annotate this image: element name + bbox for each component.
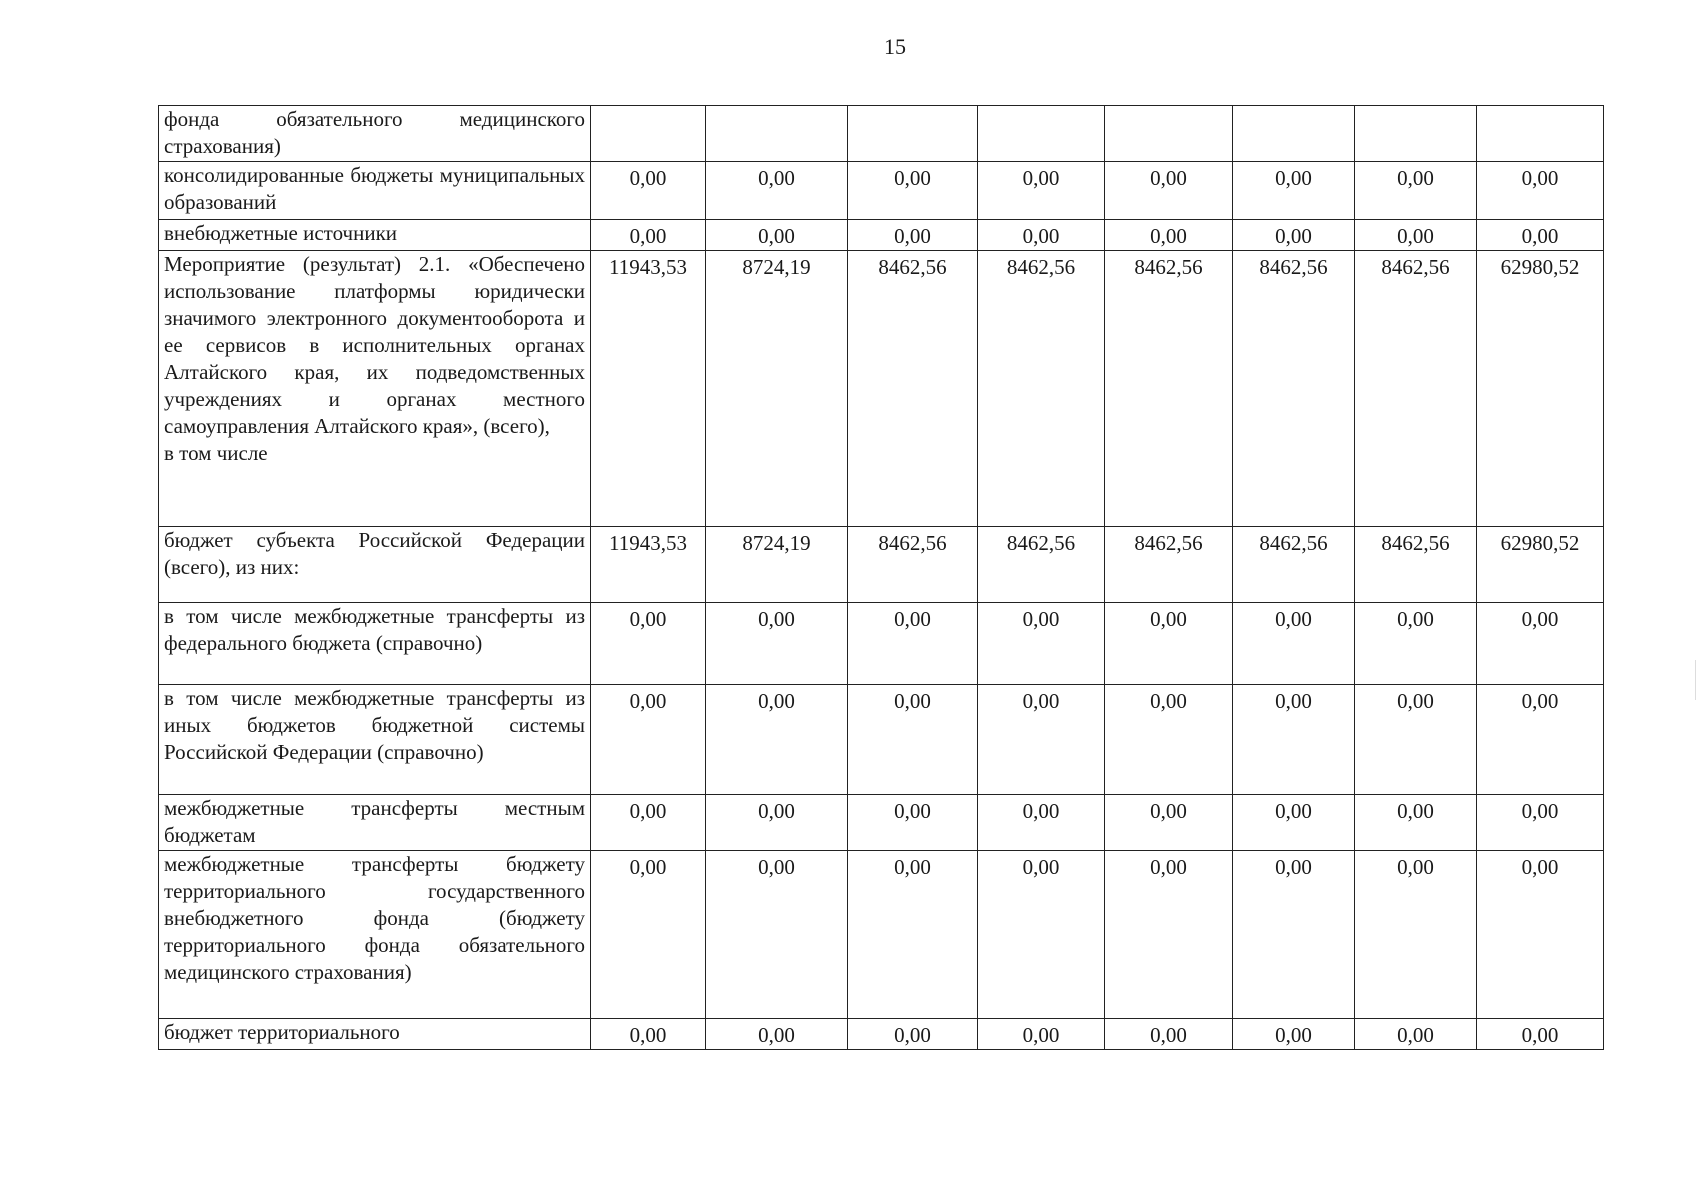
value-cell: 0,00: [1233, 851, 1355, 1019]
row-label: межбюджетные трансферты местным бюджетам: [159, 795, 591, 851]
value-cell: 0,00: [1355, 795, 1477, 851]
value-cell: [848, 106, 978, 162]
table-row: [159, 162, 1604, 220]
value-cell: 62980,52: [1477, 527, 1604, 603]
value-cell: 0,00: [591, 162, 706, 220]
value-cell: [706, 106, 848, 162]
value-cell: [591, 106, 706, 162]
table-row: [159, 106, 1604, 162]
value-cell: 0,00: [1355, 685, 1477, 795]
value-cell: 8724,19: [706, 527, 848, 603]
row-label: консолидированные бюджеты муниципальных образований: [159, 162, 591, 220]
value-cell: 0,00: [1355, 162, 1477, 220]
value-cell: 0,00: [1105, 603, 1233, 685]
value-cell: 0,00: [591, 685, 706, 795]
row-label: межбюджетные трансферты бюджету территориального государственного внебюджетного фонда (бюджету территориального фонда обязательного медицинского страхования): [159, 851, 591, 1019]
value-cell: 0,00: [978, 603, 1105, 685]
value-cell: 8462,56: [1355, 527, 1477, 603]
value-cell: 0,00: [848, 162, 978, 220]
value-cell: 0,00: [706, 851, 848, 1019]
value-cell: 0,00: [1233, 685, 1355, 795]
value-cell: 0,00: [978, 162, 1105, 220]
row-label: внебюджетные источники: [159, 220, 591, 251]
value-cell: [1355, 106, 1477, 162]
value-cell: 0,00: [1477, 851, 1604, 1019]
value-cell: [1477, 106, 1604, 162]
value-cell: 0,00: [1477, 795, 1604, 851]
row-label: бюджет территориального: [159, 1019, 591, 1050]
value-cell: 0,00: [1105, 795, 1233, 851]
value-cell: 0,00: [848, 795, 978, 851]
value-cell: 62980,52: [1477, 251, 1604, 527]
value-cell: 0,00: [706, 162, 848, 220]
value-cell: 0,00: [591, 220, 706, 251]
value-cell: 8462,56: [1105, 251, 1233, 527]
value-cell: 0,00: [1105, 1019, 1233, 1050]
value-cell: 11943,53: [591, 251, 706, 527]
value-cell: 0,00: [706, 220, 848, 251]
value-cell: 8462,56: [1355, 251, 1477, 527]
value-cell: 8462,56: [848, 527, 978, 603]
table-row: [159, 251, 1604, 527]
value-cell: 8462,56: [978, 251, 1105, 527]
value-cell: [1233, 106, 1355, 162]
value-cell: 0,00: [1233, 162, 1355, 220]
value-cell: 0,00: [978, 795, 1105, 851]
value-cell: 0,00: [978, 851, 1105, 1019]
value-cell: 0,00: [591, 795, 706, 851]
row-label: в том числе межбюджетные трансферты из иных бюджетов бюджетной системы Российской Федерации (справочно): [159, 685, 591, 795]
value-cell: 8462,56: [1233, 527, 1355, 603]
value-cell: 0,00: [848, 685, 978, 795]
table-row: [159, 603, 1604, 685]
value-cell: 0,00: [1477, 685, 1604, 795]
row-label: бюджет субъекта Российской Федерации (всего), из них:: [159, 527, 591, 603]
value-cell: 8462,56: [978, 527, 1105, 603]
value-cell: 8462,56: [1233, 251, 1355, 527]
scan-artifact: [1695, 660, 1696, 700]
value-cell: 0,00: [591, 1019, 706, 1050]
value-cell: 0,00: [1105, 220, 1233, 251]
value-cell: 0,00: [706, 795, 848, 851]
value-cell: 0,00: [978, 685, 1105, 795]
table-row: [159, 795, 1604, 851]
value-cell: 0,00: [978, 1019, 1105, 1050]
value-cell: 0,00: [978, 220, 1105, 251]
value-cell: 0,00: [1233, 1019, 1355, 1050]
value-cell: 0,00: [1105, 851, 1233, 1019]
value-cell: 0,00: [1477, 162, 1604, 220]
table-row: [159, 220, 1604, 251]
value-cell: 0,00: [706, 685, 848, 795]
value-cell: 0,00: [1233, 603, 1355, 685]
value-cell: 0,00: [1233, 795, 1355, 851]
value-cell: 0,00: [848, 220, 978, 251]
value-cell: 0,00: [591, 851, 706, 1019]
value-cell: 0,00: [1355, 603, 1477, 685]
page-number: 15: [884, 34, 906, 59]
value-cell: [1105, 106, 1233, 162]
value-cell: [978, 106, 1105, 162]
row-label: в том числе межбюджетные трансферты из федерального бюджета (справочно): [159, 603, 591, 685]
value-cell: 0,00: [1355, 220, 1477, 251]
value-cell: 0,00: [1477, 220, 1604, 251]
value-cell: 8724,19: [706, 251, 848, 527]
value-cell: 0,00: [1477, 1019, 1604, 1050]
value-cell: 0,00: [1355, 1019, 1477, 1050]
table-row: [159, 527, 1604, 603]
value-cell: 0,00: [706, 603, 848, 685]
value-cell: 8462,56: [848, 251, 978, 527]
value-cell: 0,00: [848, 1019, 978, 1050]
value-cell: 0,00: [848, 603, 978, 685]
value-cell: 11943,53: [591, 527, 706, 603]
value-cell: 0,00: [848, 851, 978, 1019]
table-row: [159, 1019, 1604, 1050]
value-cell: 0,00: [1233, 220, 1355, 251]
value-cell: 0,00: [1105, 162, 1233, 220]
budget-table: [158, 105, 1604, 1050]
table-row: [159, 851, 1604, 1019]
table-body: [159, 106, 1604, 1050]
value-cell: 0,00: [706, 1019, 848, 1050]
value-cell: 0,00: [1355, 851, 1477, 1019]
row-label: фонда обязательного медицинского страхования): [159, 106, 591, 162]
value-cell: 0,00: [1477, 603, 1604, 685]
value-cell: 0,00: [591, 603, 706, 685]
value-cell: 8462,56: [1105, 527, 1233, 603]
row-label: Мероприятие (результат) 2.1. «Обеспечено использование платформы юридически значимого электронного документооборота и ее сервисов в исполнительных органах Алтайского края, их подведомственных учреждениях и органах местного самоуправления Алтайского края», (всего), в том числе: [159, 251, 591, 527]
value-cell: 0,00: [1105, 685, 1233, 795]
table-row: [159, 685, 1604, 795]
